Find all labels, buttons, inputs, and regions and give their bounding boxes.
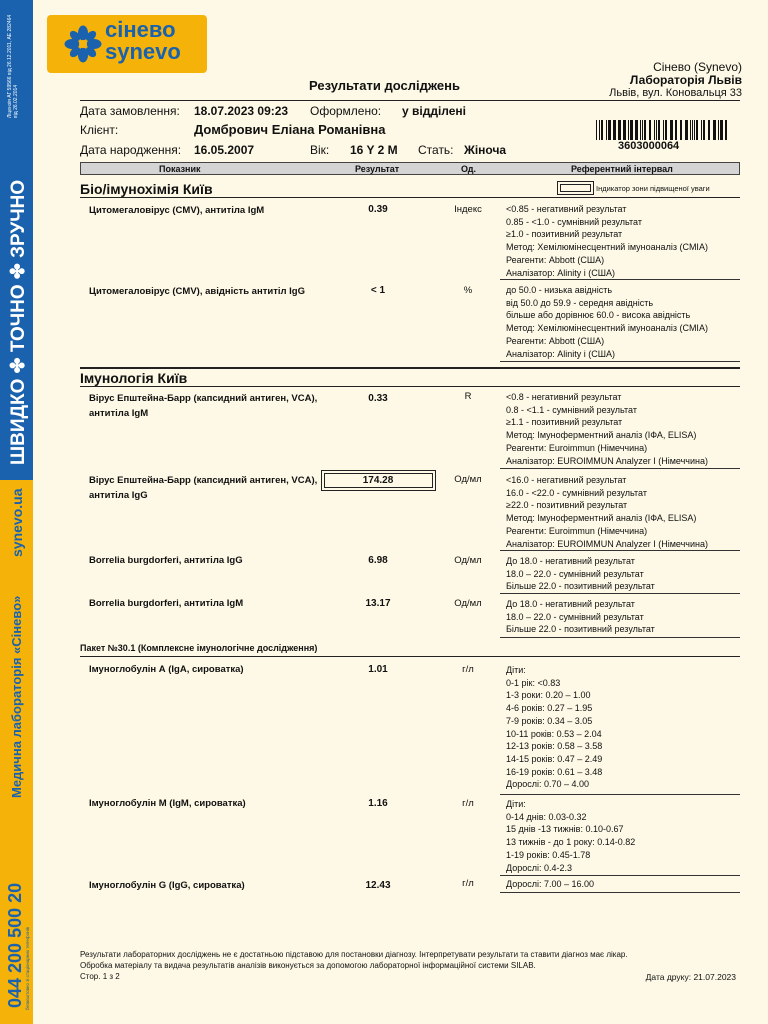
flower-logo-icon (63, 24, 103, 64)
barcode-bar (656, 120, 657, 140)
section-immuno-top-rule (80, 367, 740, 369)
reference-line: Дорослі: 0.70 – 4.00 (506, 779, 590, 790)
logo-text-ua: сінево (105, 17, 176, 42)
barcode-bar (701, 120, 702, 140)
row-separator (500, 361, 740, 362)
table-header (80, 162, 740, 175)
test-name: Цитомегаловірус (CMV), антитіла IgM (89, 205, 265, 216)
reference-line: Аналізатор: EUROIMMUN Analyzer I (Німеччина) (506, 538, 708, 549)
test-result: 0.39 (368, 204, 388, 215)
barcode-bar (640, 120, 641, 140)
reference-line: Аналізатор: Alinity i (США) (506, 348, 615, 359)
test-name: Вірус Епштейна-Барр (капсидний антиген, VCA), антитіла IgM (89, 393, 318, 419)
col-indicator: Показник (159, 164, 201, 174)
synevo-logo (47, 15, 207, 73)
section-bio: Біо/імунохімія Київ (80, 181, 213, 197)
test-reference (506, 203, 708, 279)
reference-line: більше або дорівнює 60.0 - висока авідність (506, 310, 691, 321)
page-number: Стор. 1 з 2 (80, 972, 120, 981)
test-unit: Індекс (454, 204, 482, 215)
test-result: 0.33 (368, 393, 388, 404)
barcode-bar (644, 120, 646, 140)
sex-value: Жіноча (464, 143, 507, 157)
reference-line: 7-9 років: 0.34 – 3.05 (506, 715, 593, 726)
barcode-bar (658, 120, 660, 140)
reference-line: ≥1.0 - позитивний результат (506, 229, 623, 240)
reference-line: Метод: Хемілюмінесцентний імуноаналіз (CMIA) (506, 323, 708, 334)
reference-line: Більше 22.0 - позитивний результат (506, 624, 655, 635)
reference-line: ≥22.0 - позитивний результат (506, 500, 628, 511)
registered-value: у відділені (402, 104, 467, 118)
lab-company: Сінево (Synevo) (653, 60, 742, 74)
barcode-bar (725, 120, 727, 140)
age-value: 16 Y 2 M (350, 143, 398, 157)
reference-line: 1-19 років: 0.45-1.78 (506, 849, 591, 860)
barcode-bar (608, 120, 611, 140)
row-separator (500, 279, 740, 280)
col-reference: Референтний інтервал (571, 164, 673, 174)
registered-label: Оформлено: (310, 104, 382, 118)
reference-line: 1-3 роки: 0.20 – 1.00 (506, 690, 591, 701)
reference-line: 15 днів -13 тижнів: 0.10-0.67 (506, 824, 624, 835)
row-separator (500, 550, 740, 551)
test-result: < 1 (370, 285, 386, 296)
barcode-bar (606, 120, 607, 140)
barcode-number: 3603000064 (618, 140, 680, 152)
reference-line: 0.8 - <1.1 - сумнівний результат (506, 404, 637, 415)
package-rule (80, 656, 740, 657)
section-bio-rule (80, 197, 740, 198)
reference-line: Реагенти: Abbott (США) (506, 254, 605, 265)
barcode-bar (694, 120, 695, 140)
barcode-bar (654, 120, 655, 140)
test-name: Borrelia burgdorferi, антитіла IgM (89, 598, 244, 609)
test-unit: Од/мл (454, 598, 482, 609)
reference-line: до 50.0 - низька авідність (506, 285, 613, 295)
test-reference (506, 798, 635, 874)
barcode-bar (596, 120, 597, 140)
barcode-bar (649, 120, 651, 140)
barcode-bar (703, 120, 705, 140)
row-separator (500, 593, 740, 594)
print-date: Дата друку: 21.07.2023 (645, 972, 736, 982)
logo-text-en: synevo (105, 39, 181, 64)
reference-line: від 50.0 до 59.9 - середня авідність (506, 297, 654, 308)
col-unit: Од. (461, 164, 476, 174)
test-reference (506, 284, 708, 360)
barcode-bar (685, 120, 688, 140)
barcode-icon (596, 120, 731, 140)
test-unit: г/л (462, 798, 474, 809)
barcode-bar (675, 120, 677, 140)
reference-line: Більше 22.0 - позитивний результат (506, 581, 655, 592)
reference-line: Метод: Імуноферментний аналіз (ІФА, ELISA) (506, 513, 697, 524)
barcode-bar (628, 120, 629, 140)
barcode-bar (635, 120, 638, 140)
test-reference (506, 391, 708, 467)
package-title: Пакет №30.1 (Комплексне імунологічне дослідження) (80, 643, 318, 653)
barcode-bar (720, 120, 723, 140)
attention-legend: Індикатор зони підвищеної уваги (596, 184, 710, 193)
reference-line: 16.0 - <22.0 - сумнівний результат (506, 487, 647, 498)
test-reference (506, 878, 594, 891)
barcode-bar (696, 120, 698, 140)
test-unit: Од/мл (454, 474, 482, 485)
birth-date: 16.05.2007 (194, 143, 255, 157)
test-unit: г/л (462, 664, 474, 675)
reference-line: Реагенти: Euroimmun (Німеччина) (506, 525, 648, 536)
reference-line: 13 тижнів - до 1 року: 0.14-0.82 (506, 837, 636, 848)
page-title: Результати досліджень (309, 78, 460, 93)
reference-line: 0.85 - <1.0 - сумнівний результат (506, 216, 642, 227)
col-result: Результат (355, 164, 400, 174)
barcode-bar (708, 120, 710, 140)
license-text: Ліцензія АГ 59566 від 26.12.2011, АЕ 282464 від 26.02.2014 (7, 14, 19, 118)
age-label: Вік: (310, 143, 330, 157)
reference-line: <16.0 - негативний результат (506, 475, 627, 485)
barcode-bar (680, 120, 682, 140)
reference-line: Реагенти: Euroimmun (Німеччина) (506, 442, 648, 453)
phone-note: безкоштовно зі стаціонарних телефонів (25, 927, 30, 1010)
site-link[interactable]: synevo.ua (9, 488, 25, 557)
lab-name-vertical: Медична лабораторія «Сінево» (9, 595, 24, 798)
test-unit: Од/мл (454, 555, 482, 566)
barcode-bar (642, 120, 643, 140)
test-reference (506, 555, 655, 593)
row-separator (500, 468, 740, 469)
test-unit: г/л (462, 878, 474, 889)
footer-system: Обробка матеріалу та видача результатів аналізів виконується за допомогою лабораторної інформаційної системи SILAB. (80, 961, 536, 970)
test-reference (506, 474, 708, 550)
header-divider (80, 100, 740, 101)
reference-line: Аналізатор: EUROIMMUN Analyzer I (Німеччина) (506, 455, 708, 466)
test-result: 1.01 (368, 664, 388, 675)
test-reference (506, 598, 655, 636)
row-separator (500, 637, 740, 638)
client-label: Клієнт: (80, 123, 119, 137)
test-name: Вірус Епштейна-Барр (капсидний антиген, VCA), антитіла IgG (89, 475, 318, 501)
test-name: Імуноглобулін M (IgM, сироватка) (89, 798, 246, 809)
reference-line: Діти: (506, 665, 526, 675)
test-result: 12.43 (365, 880, 391, 891)
test-result: 6.98 (368, 555, 388, 566)
barcode-bar (618, 120, 621, 140)
reference-line: Реагенти: Abbott (США) (506, 335, 605, 346)
sex-label: Стать: (418, 143, 454, 157)
reference-line: 4-6 років: 0.27 – 1.95 (506, 703, 593, 714)
test-name: Імуноглобулін А (IgA, сироватка) (89, 664, 244, 675)
test-result: 13.17 (365, 598, 391, 609)
reference-line: Діти: (506, 799, 526, 809)
barcode-bar (601, 120, 603, 140)
reference-line: Аналізатор: Alinity i (США) (506, 267, 615, 278)
test-name: Імуноглобулін G (IgG, сироватка) (89, 880, 245, 891)
birth-date-label: Дата народження: (80, 143, 182, 157)
barcode-bar (599, 120, 600, 140)
barcode-bar (692, 120, 693, 140)
row-separator (500, 875, 740, 876)
reference-line: До 18.0 - негативний результат (506, 599, 635, 609)
barcode-bar (713, 120, 716, 140)
attention-indicator-sample (557, 181, 594, 195)
barcode-bar (718, 120, 719, 140)
barcode-bar (630, 120, 633, 140)
footer-disclaimer: Результати лабораторних досліджень не є достатньою підставою для постановки діагнозу. Інтерпретувати результати та ставити діагноз має лікар. (80, 950, 628, 959)
row-separator (500, 794, 740, 795)
reference-line: <0.8 - негативний результат (506, 392, 622, 402)
section-immuno-rule (80, 386, 740, 387)
reference-line: До 18.0 - негативний результат (506, 556, 635, 566)
phone-number[interactable]: 044 200 500 20 (5, 882, 25, 1008)
reference-line: 18.0 – 22.0 - сумнівний результат (506, 611, 644, 622)
test-unit: R (464, 391, 472, 402)
test-reference (506, 664, 602, 791)
lab-address: Львів, вул. Коновальця 33 (609, 87, 742, 99)
test-unit: % (463, 285, 473, 296)
reference-line: <0.85 - негативний результат (506, 204, 627, 214)
barcode-bar (623, 120, 626, 140)
order-date: 18.07.2023 09:23 (194, 104, 289, 118)
reference-line: Дорослі: 0.4-2.3 (506, 862, 572, 873)
sidebar (0, 0, 33, 1024)
order-date-label: Дата замовлення: (80, 104, 180, 118)
row-separator (500, 892, 740, 893)
reference-line: 0-14 днів: 0.03-0.32 (506, 811, 587, 822)
reference-line: 18.0 – 22.0 - сумнівний результат (506, 568, 644, 579)
section-immuno: Імунологія Київ (80, 370, 188, 386)
barcode-bar (690, 120, 691, 140)
reference-line: 10-11 років: 0.53 – 2.04 (506, 728, 602, 739)
barcode-bar (663, 120, 664, 140)
lab-department: Лабораторія Львів (629, 73, 742, 87)
reference-line: Метод: Імуноферментний аналіз (ІФА, ELISA) (506, 430, 697, 441)
test-name: Цитомегаловірус (CMV), авідність антитіл IgG (89, 286, 305, 297)
test-result-flagged: 174.28 (362, 475, 394, 486)
reference-line: Метод: Хемілюмінесцентний імуноаналіз (CMIA) (506, 242, 708, 253)
reference-line: ≥1.1 - позитивний результат (506, 417, 623, 428)
barcode-bar (613, 120, 616, 140)
reference-line: 0-1 рік: <0.83 (506, 677, 561, 688)
barcode-bar (670, 120, 673, 140)
test-name: Borrelia burgdorferi, антитіла IgG (89, 555, 243, 566)
reference-line: 12-13 років: 0.58 – 3.58 (506, 741, 603, 752)
client-name: Домбрович Еліана Романівна (194, 122, 386, 137)
barcode-bar (665, 120, 667, 140)
reference-line: 16-19 років: 0.61 – 3.48 (506, 766, 603, 777)
slogan: ШВИДКО ✤ ТОЧНО ✤ ЗРУЧНО (8, 179, 29, 465)
test-result: 1.16 (368, 798, 388, 809)
reference-line: Дорослі: 7.00 – 16.00 (506, 879, 595, 889)
reference-line: 14-15 років: 0.47 – 2.49 (506, 753, 603, 764)
